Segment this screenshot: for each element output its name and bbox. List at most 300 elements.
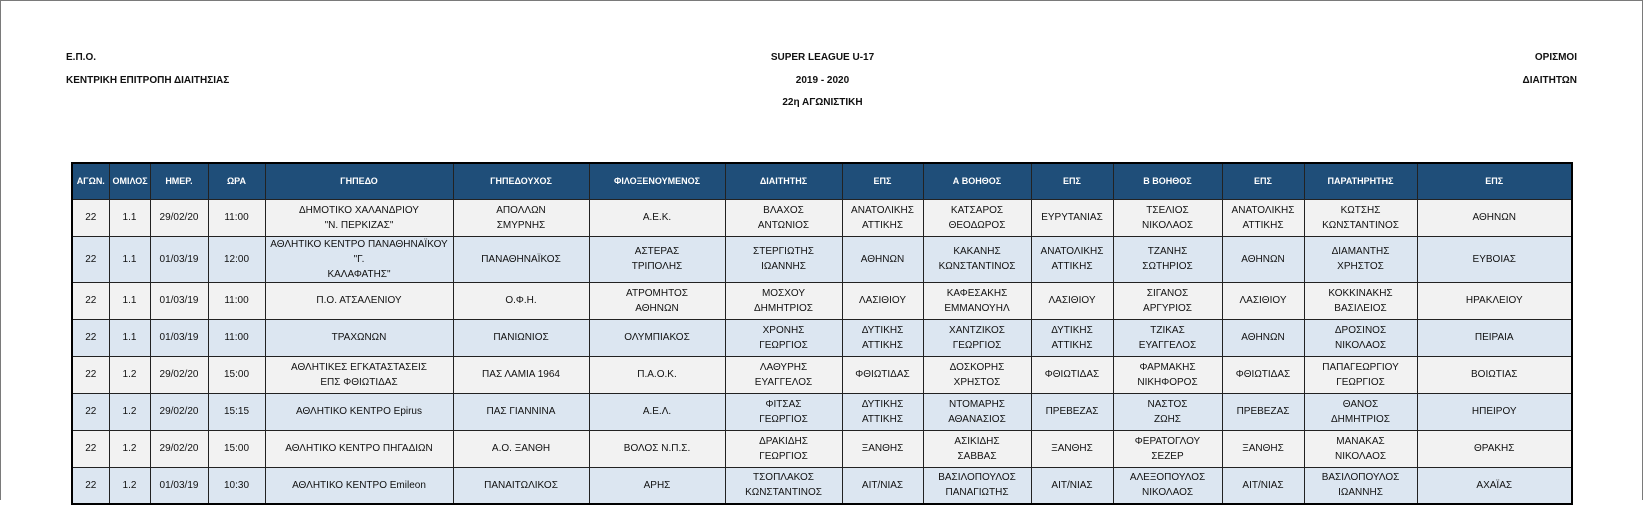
cell-assistant-a-eps <box>1031 319 1113 356</box>
cell-assistant-b-eps <box>1222 393 1304 430</box>
cell-text: 11:00 <box>224 212 249 223</box>
cell-text: ΑΤΤΙΚΗΣ <box>1051 339 1093 351</box>
cell-assistant-b-eps <box>1222 319 1304 356</box>
cell-text: ΝΙΚΟΛΑΟΣ <box>1141 487 1194 499</box>
cell-text: 01/03/19 <box>159 253 199 265</box>
cell-text: ΗΡΑΚΛΕΙΟΥ <box>1465 295 1523 306</box>
season-title: 2019 - 2020 <box>795 75 850 86</box>
cell-text: ΑΤΤΙΚΗΣ <box>862 413 903 425</box>
cell-text: ΔΥΤΙΚΗΣ <box>1051 324 1093 336</box>
cell-referee-eps <box>842 393 923 430</box>
round-title: 22η ΑΓΩΝΙΣΤΙΚΗ <box>782 97 863 108</box>
cell-text: ΣΑΒΒΑΣ <box>957 450 997 462</box>
committee-name: ΚΕΝΤΡΙΚΗ ΕΠΙΤΡΟΠΗ ΔΙΑΙΤΗΣΙΑΣ <box>66 75 230 86</box>
col-header-assistant-b: Β ΒΟΗΘΟΣ <box>1113 163 1222 199</box>
col-header-home: ΓΗΠΕΔΟΥΧΟΣ <box>453 163 589 199</box>
cell-match-number <box>72 430 109 467</box>
cell-observer-eps <box>1417 236 1572 282</box>
cell-text: ΝΙΚΟΛΑΟΣ <box>1334 450 1387 462</box>
cell-text: ΔΡΑΚΙΔΗΣ <box>759 435 808 447</box>
cell-text: ΧΡΗΣΤΟΣ <box>953 376 1001 388</box>
cell-away-team <box>589 199 725 236</box>
cell-text: ΚΟΚΚΙΝΑΚΗΣ <box>1328 287 1393 299</box>
cell-assistant-b-eps <box>1222 282 1304 319</box>
cell-text: ΣΩΤΗΡΙΟΣ <box>1142 261 1193 272</box>
cell-text: 1.1 <box>122 253 137 265</box>
cell-text: ΔΥΤΙΚΗΣ <box>861 324 904 336</box>
cell-text: ΔΟΣΚΟΡΗΣ <box>949 361 1005 373</box>
cell-assistant-b <box>1113 319 1222 356</box>
cell-time <box>208 319 265 356</box>
cell-away-team <box>589 236 725 282</box>
cell-text: ΑΙΤ/ΝΙΑΣ <box>861 479 904 491</box>
cell-assistant-b-eps <box>1222 430 1304 467</box>
cell-text: 1.1 <box>122 332 137 343</box>
cell-referee-eps <box>842 236 923 282</box>
cell-observer <box>1304 319 1417 356</box>
cell-text: ΚΑΛΑΦΑΤΗΣ" <box>327 268 391 280</box>
cell-observer <box>1304 467 1417 504</box>
cell-assistant-a <box>923 282 1031 319</box>
cell-assistant-a-eps <box>1031 393 1113 430</box>
cell-home-team <box>453 319 589 356</box>
cell-text: 29/02/20 <box>159 406 199 417</box>
cell-text: ΑΡΗΣ <box>643 479 671 491</box>
cell-match-number <box>72 356 109 393</box>
cell-text: ΧΡΟΝΗΣ <box>762 324 805 336</box>
cell-text: ΧΡΗΣΤΟΣ <box>1337 261 1384 272</box>
cell-observer-eps <box>1417 430 1572 467</box>
cell-away-team <box>589 393 725 430</box>
cell-text: ΖΩΗΣ <box>1154 413 1181 425</box>
cell-text: ΜΟΣΧΟΥ <box>761 287 806 299</box>
cell-text: 15:00 <box>223 443 250 454</box>
cell-text: ΕΠΣ ΦΘΙΩΤΙΔΑΣ <box>320 376 398 388</box>
cell-referee <box>725 393 842 430</box>
cell-date <box>150 356 208 393</box>
cell-text: ΘΕΟΔΩΡΟΣ <box>948 219 1006 231</box>
cell-text: 22 <box>85 295 97 306</box>
cell-text: ΓΕΩΡΓΙΟΣ <box>759 339 808 351</box>
cell-observer-eps <box>1417 356 1572 393</box>
cell-text: 01/03/19 <box>159 295 199 306</box>
cell-assistant-b <box>1113 236 1222 282</box>
cell-text: ΣΙΓΑΝΟΣ <box>1146 287 1189 299</box>
cell-observer <box>1304 199 1417 236</box>
cell-text: ΔΗΜΟΤΙΚΟ ΧΑΛΑΝΔΡΙΟΥ <box>299 204 419 216</box>
cell-text: ΦΘΙΩΤΙΔΑΣ <box>1044 369 1100 380</box>
cell-stadium <box>265 356 453 393</box>
col-header-match: ΑΓΩΝ. <box>72 163 109 199</box>
cell-home-team <box>453 199 589 236</box>
cell-text: 22 <box>85 369 97 380</box>
cell-text: ΝΑΣΤΟΣ <box>1147 398 1188 410</box>
cell-text: ΠΑΝΙΩΝΙΟΣ <box>493 332 549 343</box>
table-row <box>72 356 1572 393</box>
cell-text: ΦΙΤΣΑΣ <box>765 398 802 410</box>
cell-text: ΑΘΗΝΩΝ <box>1472 212 1516 223</box>
cell-text: ΕΥΑΓΓΕΛΟΣ <box>754 376 813 388</box>
table-row <box>72 199 1572 236</box>
cell-text: ΦΕΡΑΤΟΓΛΟΥ <box>1134 435 1201 447</box>
cell-text: ΑΘΛΗΤΙΚΟ ΚΕΝΤΡΟ ΠΑΝΑΘΗΝΑΪΚΟΥ "Γ. <box>270 238 448 265</box>
col-header-group: ΟΜΙΛΟΣ <box>109 163 150 199</box>
col-header-eps: ΕΠΣ <box>1222 163 1304 199</box>
cell-text: ΒΑΣΙΛΟΠΟΥΛΟΣ <box>1321 472 1400 484</box>
cell-text: 1.2 <box>122 479 137 491</box>
cell-text: ΑΣΙΚΙΔΗΣ <box>954 435 1000 447</box>
cell-group <box>109 199 150 236</box>
cell-text: ΔΥΤΙΚΗΣ <box>861 398 904 410</box>
cell-text: Π.Α.Ο.Κ. <box>637 369 677 380</box>
cell-referee <box>725 236 842 282</box>
cell-time <box>208 356 265 393</box>
col-header-away: ΦΙΛΟΞΕΝΟΥΜΕΝΟΣ <box>589 163 725 199</box>
cell-text: ΤΖΙΚΑΣ <box>1150 324 1185 336</box>
cell-text: ΝΙΚΟΛΑΟΣ <box>1141 219 1194 231</box>
cell-group <box>109 430 150 467</box>
cell-text: ΝΤΟΜΑΡΗΣ <box>948 398 1005 410</box>
cell-text: ΣΕΖΕΡ <box>1151 450 1184 462</box>
cell-text: ΝΙΚΟΛΑΟΣ <box>1334 339 1387 351</box>
cell-text: 22 <box>85 212 97 223</box>
cell-assistant-b <box>1113 199 1222 236</box>
cell-text: 29/02/20 <box>159 212 199 223</box>
cell-text: ΧΑΝΤΖΙΚΟΣ <box>949 324 1005 336</box>
cell-text: ΚΑΤΣΑΡΟΣ <box>950 204 1004 216</box>
cell-match-number <box>72 199 109 236</box>
cell-referee-eps <box>842 282 923 319</box>
cell-referee <box>725 430 842 467</box>
cell-assistant-a-eps <box>1031 282 1113 319</box>
cell-time <box>208 467 265 504</box>
cell-referee-eps <box>842 356 923 393</box>
cell-time <box>208 199 265 236</box>
cell-text: ΘΑΝΟΣ <box>1342 398 1379 410</box>
cell-assistant-a <box>923 319 1031 356</box>
cell-text: ΑΤΤΙΚΗΣ <box>862 339 903 351</box>
cell-assistant-b <box>1113 467 1222 504</box>
cell-referee <box>725 356 842 393</box>
cell-text: 1.1 <box>122 295 137 306</box>
league-title: SUPER LEAGUE U-17 <box>770 52 875 63</box>
cell-text: 11:00 <box>224 295 249 306</box>
cell-observer-eps <box>1417 319 1572 356</box>
table-row <box>72 467 1572 504</box>
cell-text: ΞΑΝΘΗΣ <box>1051 443 1093 454</box>
cell-text: ΠΑΝΑΘΗΝΑΪΚΟΣ <box>481 253 561 265</box>
cell-text: 22 <box>85 332 97 343</box>
cell-assistant-a <box>923 199 1031 236</box>
cell-text: ΑΝΑΤΟΛΙΚΗΣ <box>851 204 914 216</box>
cell-text: ΕΥΑΓΓΕΛΟΣ <box>1138 339 1197 351</box>
table-body <box>72 199 1572 504</box>
cell-assistant-b <box>1113 393 1222 430</box>
cell-assistant-b-eps <box>1222 467 1304 504</box>
cell-assistant-a <box>923 236 1031 282</box>
cell-text: ΔΡΟΣΙΝΟΣ <box>1334 324 1387 336</box>
cell-text: ΠΡΕΒΕΖΑΣ <box>1236 406 1290 417</box>
cell-date <box>150 282 208 319</box>
cell-text: ΛΑΘΥΡΗΣ <box>759 361 808 373</box>
cell-text: ΓΕΩΡΓΙΟΣ <box>952 339 1002 351</box>
cell-assistant-a-eps <box>1031 430 1113 467</box>
cell-text: 1.2 <box>122 406 137 417</box>
cell-text: ΛΑΣΙΘΙΟΥ <box>859 295 906 306</box>
cell-referee-eps <box>842 430 923 467</box>
cell-group <box>109 356 150 393</box>
col-header-assistant-a: Α ΒΟΗΘΟΣ <box>923 163 1031 199</box>
cell-date <box>150 199 208 236</box>
cell-time <box>208 393 265 430</box>
cell-text: 22 <box>85 479 97 491</box>
cell-text: ΗΠΕΙΡΟΥ <box>1471 406 1517 417</box>
cell-referee <box>725 319 842 356</box>
cell-text: ΔΗΜΗΤΡΙΟΣ <box>754 302 813 314</box>
col-header-time: ΩΡΑ <box>208 163 265 199</box>
cell-home-team <box>453 467 589 504</box>
cell-away-team <box>589 282 725 319</box>
cell-stadium <box>265 282 453 319</box>
cell-match-number <box>72 282 109 319</box>
cell-referee-eps <box>842 319 923 356</box>
cell-text: ΑΘΗΝΩΝ <box>1241 253 1285 265</box>
cell-text: ΣΤΕΡΓΙΩΤΗΣ <box>753 246 814 257</box>
cell-match-number <box>72 467 109 504</box>
col-header-eps: ΕΠΣ <box>842 163 923 199</box>
table-row <box>72 430 1572 467</box>
cell-text: ΙΩΑΝΝΗΣ <box>1338 487 1383 499</box>
cell-text: ΕΥΡΥΤΑΝΙΑΣ <box>1041 212 1103 223</box>
cell-text: ΑΤΤΙΚΗΣ <box>1242 219 1284 231</box>
cell-group <box>109 319 150 356</box>
cell-text: ΤΣΕΛΙΟΣ <box>1146 204 1189 216</box>
cell-text: ΑΘΗΝΩΝ <box>860 253 905 265</box>
col-header-date: ΗΜΕΡ. <box>150 163 208 199</box>
cell-text: ΒΑΣΙΛΟΠΟΥΛΟΣ <box>938 472 1016 484</box>
cell-text: ΑΡΓΥΡΙΟΣ <box>1143 302 1192 314</box>
cell-text: ΠΑΝΑΙΤΩΛΙΚΟΣ <box>484 479 558 491</box>
cell-text: ΑΘΑΝΑΣΙΟΣ <box>948 413 1006 425</box>
cell-assistant-a-eps <box>1031 199 1113 236</box>
cell-text: ΚΑΦΕΣΑΚΗΣ <box>946 287 1008 299</box>
cell-text: ΙΩΑΝΝΗΣ <box>761 261 806 272</box>
table-row <box>72 319 1572 356</box>
cell-time <box>208 430 265 467</box>
cell-text: ΣΜΥΡΝΗΣ <box>496 219 546 231</box>
cell-text: ΑΘΗΝΩΝ <box>1241 332 1285 343</box>
cell-match-number <box>72 236 109 282</box>
cell-text: ΒΛΑΧΟΣ <box>763 204 804 216</box>
cell-text: ΑΘΛΗΤΙΚΟ ΚΕΝΤΡΟ ΠΗΓΑΔΙΩΝ <box>285 443 433 454</box>
cell-text: ΠΑΣ ΓΙΑΝΝΙΝΑ <box>486 406 556 417</box>
cell-stadium <box>265 393 453 430</box>
cell-referee-eps <box>842 199 923 236</box>
cell-text: Ο.Φ.Η. <box>505 295 537 306</box>
cell-text: ΔΙΑΜΑΝΤΗΣ <box>1331 246 1390 257</box>
cell-text: ΓΕΩΡΓΙΟΣ <box>759 413 808 425</box>
cell-text: ΑΣΤΕΡΑΣ <box>634 246 680 257</box>
cell-observer <box>1304 236 1417 282</box>
cell-stadium <box>265 430 453 467</box>
cell-text: ΤΖΑΝΗΣ <box>1147 246 1188 257</box>
cell-text: ΟΛΥΜΠΙΑΚΟΣ <box>624 332 690 343</box>
cell-assistant-b <box>1113 282 1222 319</box>
cell-text: Α.Ε.Κ. <box>642 212 672 223</box>
cell-text: ΠΑΣ ΛΑΜΙΑ 1964 <box>482 369 560 380</box>
cell-text: 1.1 <box>122 212 137 223</box>
cell-text: ΠΑΝΑΓΙΩΤΗΣ <box>945 487 1009 499</box>
cell-text: 22 <box>85 406 97 417</box>
cell-text: ΑΘΛΗΤΙΚΕΣ ΕΓΚΑΤΑΣΤΑΣΕΙΣ <box>291 361 427 373</box>
cell-text: ΑΧΑΪΑΣ <box>1476 479 1513 491</box>
cell-time <box>208 282 265 319</box>
cell-assistant-b-eps <box>1222 356 1304 393</box>
cell-text: ΤΡΙΠΟΛΗΣ <box>631 261 683 272</box>
cell-text: ΚΩΝΣΤΑΝΤΙΝΟΣ <box>938 261 1016 272</box>
cell-group <box>109 282 150 319</box>
cell-text: ΦΘΙΩΤΙΔΑΣ <box>1235 369 1291 380</box>
cell-text: ΑΤΤΙΚΗΣ <box>1051 261 1093 272</box>
table-row <box>72 236 1572 282</box>
cell-stadium <box>265 467 453 504</box>
cell-date <box>150 467 208 504</box>
cell-group <box>109 467 150 504</box>
cell-observer <box>1304 282 1417 319</box>
cell-assistant-b <box>1113 430 1222 467</box>
cell-text: ΠΡΕΒΕΖΑΣ <box>1045 406 1099 417</box>
cell-home-team <box>453 236 589 282</box>
cell-home-team <box>453 430 589 467</box>
header-right-line1: ΟΡΙΣΜΟΙ <box>1534 52 1577 63</box>
cell-text: ΚΩΝΣΤΑΝΤΙΝΟΣ <box>745 487 822 499</box>
cell-home-team <box>453 282 589 319</box>
cell-text: 1.2 <box>122 369 137 380</box>
cell-text: ΠΑΠΑΓΕΩΡΓΙΟΥ <box>1322 361 1399 373</box>
cell-text: ΜΑΝΑΚΑΣ <box>1336 435 1385 447</box>
cell-text: ΚΩΝΣΤΑΝΤΙΝΟΣ <box>1322 219 1399 231</box>
cell-group <box>109 393 150 430</box>
cell-text: ΚΑΚΑΝΗΣ <box>953 246 1001 257</box>
header-right-line2: ΔΙΑΙΤΗΤΩΝ <box>1522 75 1577 86</box>
cell-text: 01/03/19 <box>159 479 199 491</box>
cell-text: ΛΑΣΙΘΙΟΥ <box>1048 295 1096 306</box>
cell-assistant-b-eps <box>1222 199 1304 236</box>
table-row <box>72 282 1572 319</box>
cell-text: ΒΟΛΟΣ Ν.Π.Σ. <box>623 443 691 454</box>
cell-text: Α.Ο. ΞΑΝΘΗ <box>491 443 551 454</box>
cell-text: ΑΤΤΙΚΗΣ <box>862 219 903 231</box>
cell-referee-eps <box>842 467 923 504</box>
cell-assistant-a <box>923 430 1031 467</box>
cell-text: ΓΕΩΡΓΙΟΣ <box>1336 376 1385 388</box>
cell-match-number <box>72 393 109 430</box>
cell-away-team <box>589 467 725 504</box>
org-name: Ε.Π.Ο. <box>66 52 97 63</box>
cell-assistant-b <box>1113 356 1222 393</box>
cell-text: 22 <box>85 443 97 454</box>
cell-text: Π.Ο. ΑΤΣΑΛΕΝΙΟΥ <box>316 295 402 306</box>
cell-text: ΑΝΑΤΟΛΙΚΗΣ <box>1040 246 1104 257</box>
cell-home-team <box>453 356 589 393</box>
cell-observer-eps <box>1417 467 1572 504</box>
cell-observer-eps <box>1417 393 1572 430</box>
cell-text: ΒΑΣΙΛΕΙΟΣ <box>1334 302 1387 314</box>
cell-text: ΕΜΜΑΝΟΥΗΛ <box>944 302 1010 314</box>
cell-observer <box>1304 356 1417 393</box>
cell-assistant-a-eps <box>1031 236 1113 282</box>
cell-text: ΑΙΤ/ΝΙΑΣ <box>1051 479 1093 491</box>
cell-text: ΛΑΣΙΘΙΟΥ <box>1239 295 1287 306</box>
cell-text: 29/02/20 <box>159 369 199 380</box>
table-header-row <box>72 163 1572 199</box>
cell-text: ΑΘΛΗΤΙΚΟ ΚΕΝΤΡΟ Emileon <box>292 479 426 491</box>
col-header-stadium: ΓΗΠΕΔΟ <box>265 163 453 199</box>
cell-text: ΑΘΗΝΩΝ <box>635 302 679 314</box>
cell-assistant-b-eps <box>1222 236 1304 282</box>
cell-text: Α.Ε.Λ. <box>642 406 672 417</box>
cell-text: 10:30 <box>223 479 250 491</box>
cell-away-team <box>589 430 725 467</box>
cell-text: ΑΛΕΞΟΠΟΥΛΟΣ <box>1129 472 1206 484</box>
cell-stadium <box>265 199 453 236</box>
cell-text: ΠΕΙΡΑΙΑ <box>1474 332 1514 343</box>
cell-assistant-a-eps <box>1031 467 1113 504</box>
cell-text: ΒΟΙΩΤΙΑΣ <box>1471 369 1518 380</box>
cell-date <box>150 236 208 282</box>
cell-group <box>109 236 150 282</box>
cell-match-number <box>72 319 109 356</box>
cell-stadium <box>265 319 453 356</box>
cell-referee <box>725 199 842 236</box>
cell-text: 11:00 <box>224 332 249 343</box>
cell-time <box>208 236 265 282</box>
cell-text: 29/02/20 <box>159 443 199 454</box>
cell-text: ΞΑΝΘΗΣ <box>861 443 904 454</box>
cell-assistant-a <box>923 393 1031 430</box>
cell-text: 22 <box>85 253 97 265</box>
col-header-observer: ΠΑΡΑΤΗΡΗΤΗΣ <box>1304 163 1417 199</box>
cell-home-team <box>453 393 589 430</box>
cell-text: ΑΙΤ/ΝΙΑΣ <box>1242 479 1284 491</box>
cell-text: ΤΡΑΧΩΝΩΝ <box>331 332 387 343</box>
cell-text: ΞΑΝΘΗΣ <box>1242 443 1284 454</box>
cell-text: 15:00 <box>223 369 250 380</box>
cell-text: ΑΝΑΤΟΛΙΚΗΣ <box>1231 204 1295 216</box>
cell-text: ΑΤΡΟΜΗΤΟΣ <box>626 287 688 299</box>
cell-text: ΝΙΚΗΦΟΡΟΣ <box>1137 376 1198 388</box>
cell-text: ΑΝΤΩΝΙΟΣ <box>757 219 810 231</box>
cell-text: ΦΑΡΜΑΚΗΣ <box>1139 361 1196 373</box>
cell-away-team <box>589 319 725 356</box>
table-row <box>72 393 1572 430</box>
cell-text: 01/03/19 <box>159 332 199 343</box>
cell-date <box>150 393 208 430</box>
cell-assistant-a-eps <box>1031 356 1113 393</box>
cell-text: ΑΠΟΛΛΩΝ <box>496 204 546 216</box>
cell-text: 15:15 <box>223 406 250 417</box>
cell-text: ΚΩΤΣΗΣ <box>1340 204 1381 216</box>
cell-text: ΘΡΑΚΗΣ <box>1474 443 1515 454</box>
cell-referee <box>725 467 842 504</box>
cell-stadium <box>265 236 453 282</box>
col-header-eps: ΕΠΣ <box>1031 163 1113 199</box>
cell-text: ΓΕΩΡΓΙΟΣ <box>759 450 808 462</box>
cell-date <box>150 319 208 356</box>
cell-observer-eps <box>1417 282 1572 319</box>
cell-observer <box>1304 430 1417 467</box>
cell-text: ΑΘΛΗΤΙΚΟ ΚΕΝΤΡΟ Epirus <box>295 406 422 417</box>
